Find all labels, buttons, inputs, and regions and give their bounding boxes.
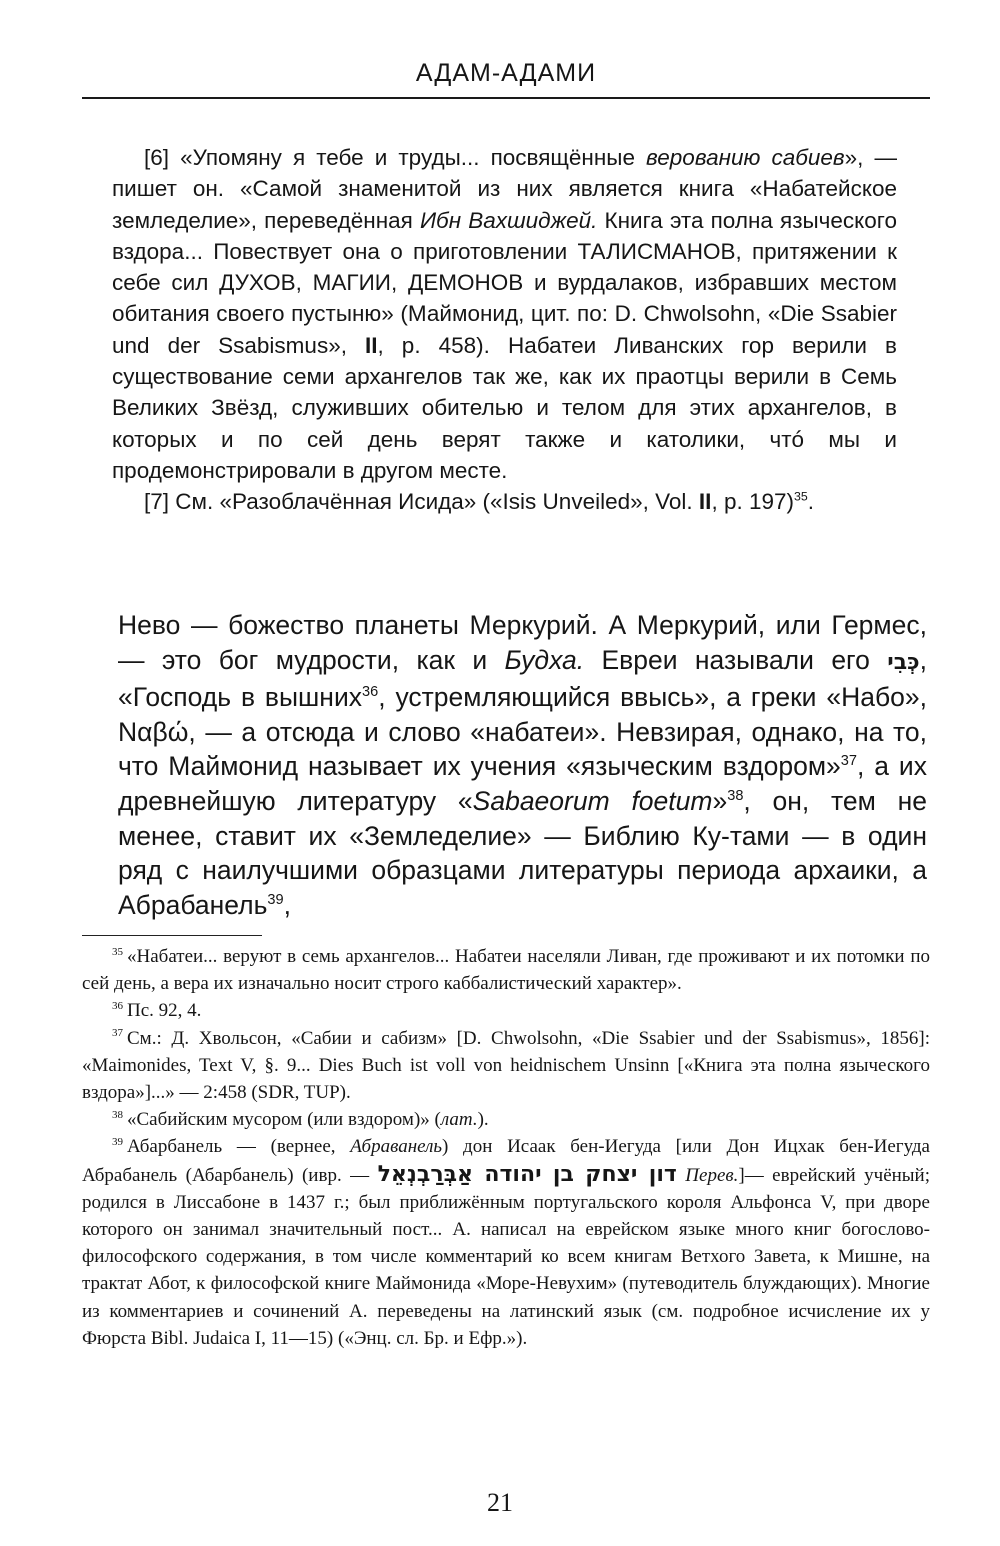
hebrew-name: דון יצחק בן יהודה אַבְּרַבְנְאֵל: [377, 1161, 677, 1187]
footnotes: [82, 943, 930, 1352]
footnote-ref-38[interactable]: 38: [727, 788, 744, 805]
footnote-39: $^{39}$ Абарбанель — (вернее, Абраванель) дон Исаак бен-Иегуда [или Дон Ицхак бен-Иегуда Абрабанель (Абарбанель) (ивр. — דון יצחק בן יהודה אַבְּרַבְנְאֵל Перев.]— еврейский учёный; родился в Лиссабоне в 1437 г.; был приближённым португальского короля Альфонса V, при дворе которого он занимал значительный пост... А. написал на еврейском языке много книг богослово-философского содержания, в том числе комментарий ко всем книгам Ветхого Завета, к Мишне, на трактат Абот, к философской книге Маймонида «Море-Невухим» (путеводитель блуждающих). Многие из комментариев и сочинений А. переведены на латинский язык (см. подробное исчисление их у Фюрста Bibl. Judaica I, 11—15) («Энц. сл. Бр. и Ефр.»).: [82, 1136, 931, 1349]
footnote-ref-35[interactable]: 35: [794, 489, 808, 504]
footnote-36: $^{36}$ Пс. 92, 4.: [112, 1000, 202, 1022]
main-paragraph: Нево — божество планеты Меркурий. А Меркурий, или Гермес, — это бог мудрости, как и Будха. Евреи называли его כְּבִי, «Господь в вышних$^{36}$, устремляющийся ввысь», а греки «Набо», Ναβώ, — а отсюда и слово «набатеи». Невзирая, однако, на то, что Маймонид называет их учения «языческим вздором»$^{37}$, а их древнейшую литературу «Sabaeorum foetum»$^{38}$, он, тем не менее, ставит их «Земледелие» — Библию Ку-тами — в один ряд с наилучшими образцами литературы периода архаики, а Абрабанель$^{39}$,: [118, 610, 927, 920]
footnote-35: $^{35}$ «Набатеи... веруют в семь архангелов... Набатеи населяли Ливан, где проживают и их потомки по сей день, а вера их изначально носит строго каббалистический характер».: [82, 945, 930, 995]
page-number: 21: [487, 1488, 513, 1517]
quote-paragraph-6: [6] «Упомяну я тебе и труды... посвящённые верованию сабиев», — пишет он. «Самой знаменитой из них является книга «Набатейское земледелие», переведённая Ибн Вахшиджей. Книга эта полна языческого вздора... Повествует она о приготовлении ТАЛИСМАНОВ, притяжении к себе сил ДУХОВ, МАГИИ, ДЕМОНОВ и вурдалаков, избравших местом обитания своего пустыню» (Маймонид, цит. по: D. Chwolsohn, «Die Ssabier und der Ssabismus», II, p. 458). Набатеи Ливанских гор верили в существование семи архангелов так же, как их праотцы верили в Семь Великих Звёзд, служивших обителью и телом для этих архангелов, в которых и по сей день верят также и католики, чтó мы и продемонстрировали в другом месте.: [112, 145, 898, 483]
running-header: [82, 55, 930, 99]
header-title: АДАМ-АДАМИ: [415, 59, 597, 87]
footnote-ref-36[interactable]: 36: [362, 684, 379, 701]
footnote-divider: [82, 935, 262, 936]
quote-paragraph-7: [7] См. «Разоблачённая Исида» («Isis Unveiled», Vol. II, p. 197)$^{35}$.: [144, 489, 815, 515]
footnote-38: $^{38}$ «Сабийским мусором (или вздором)» (лат.).: [112, 1108, 489, 1131]
footnote-ref-39[interactable]: 39: [267, 891, 284, 908]
hebrew-word: כְּבִי: [887, 649, 920, 675]
footnote-ref-37[interactable]: 37: [840, 753, 857, 770]
quote-block: [112, 142, 897, 518]
footnote-37: $^{37}$ См.: Д. Хвольсон, «Сабии и сабизм» [D. Chwolsohn, «Die Ssabier und der Ssabismus», 1856]: «Maimonides, Text V, §. 9... Dies Buch ist voll von heidnischem Unsinn [«Книга эта полна языческого вздора»]...» — 2:458 (SDR, TUP).: [82, 1027, 930, 1104]
